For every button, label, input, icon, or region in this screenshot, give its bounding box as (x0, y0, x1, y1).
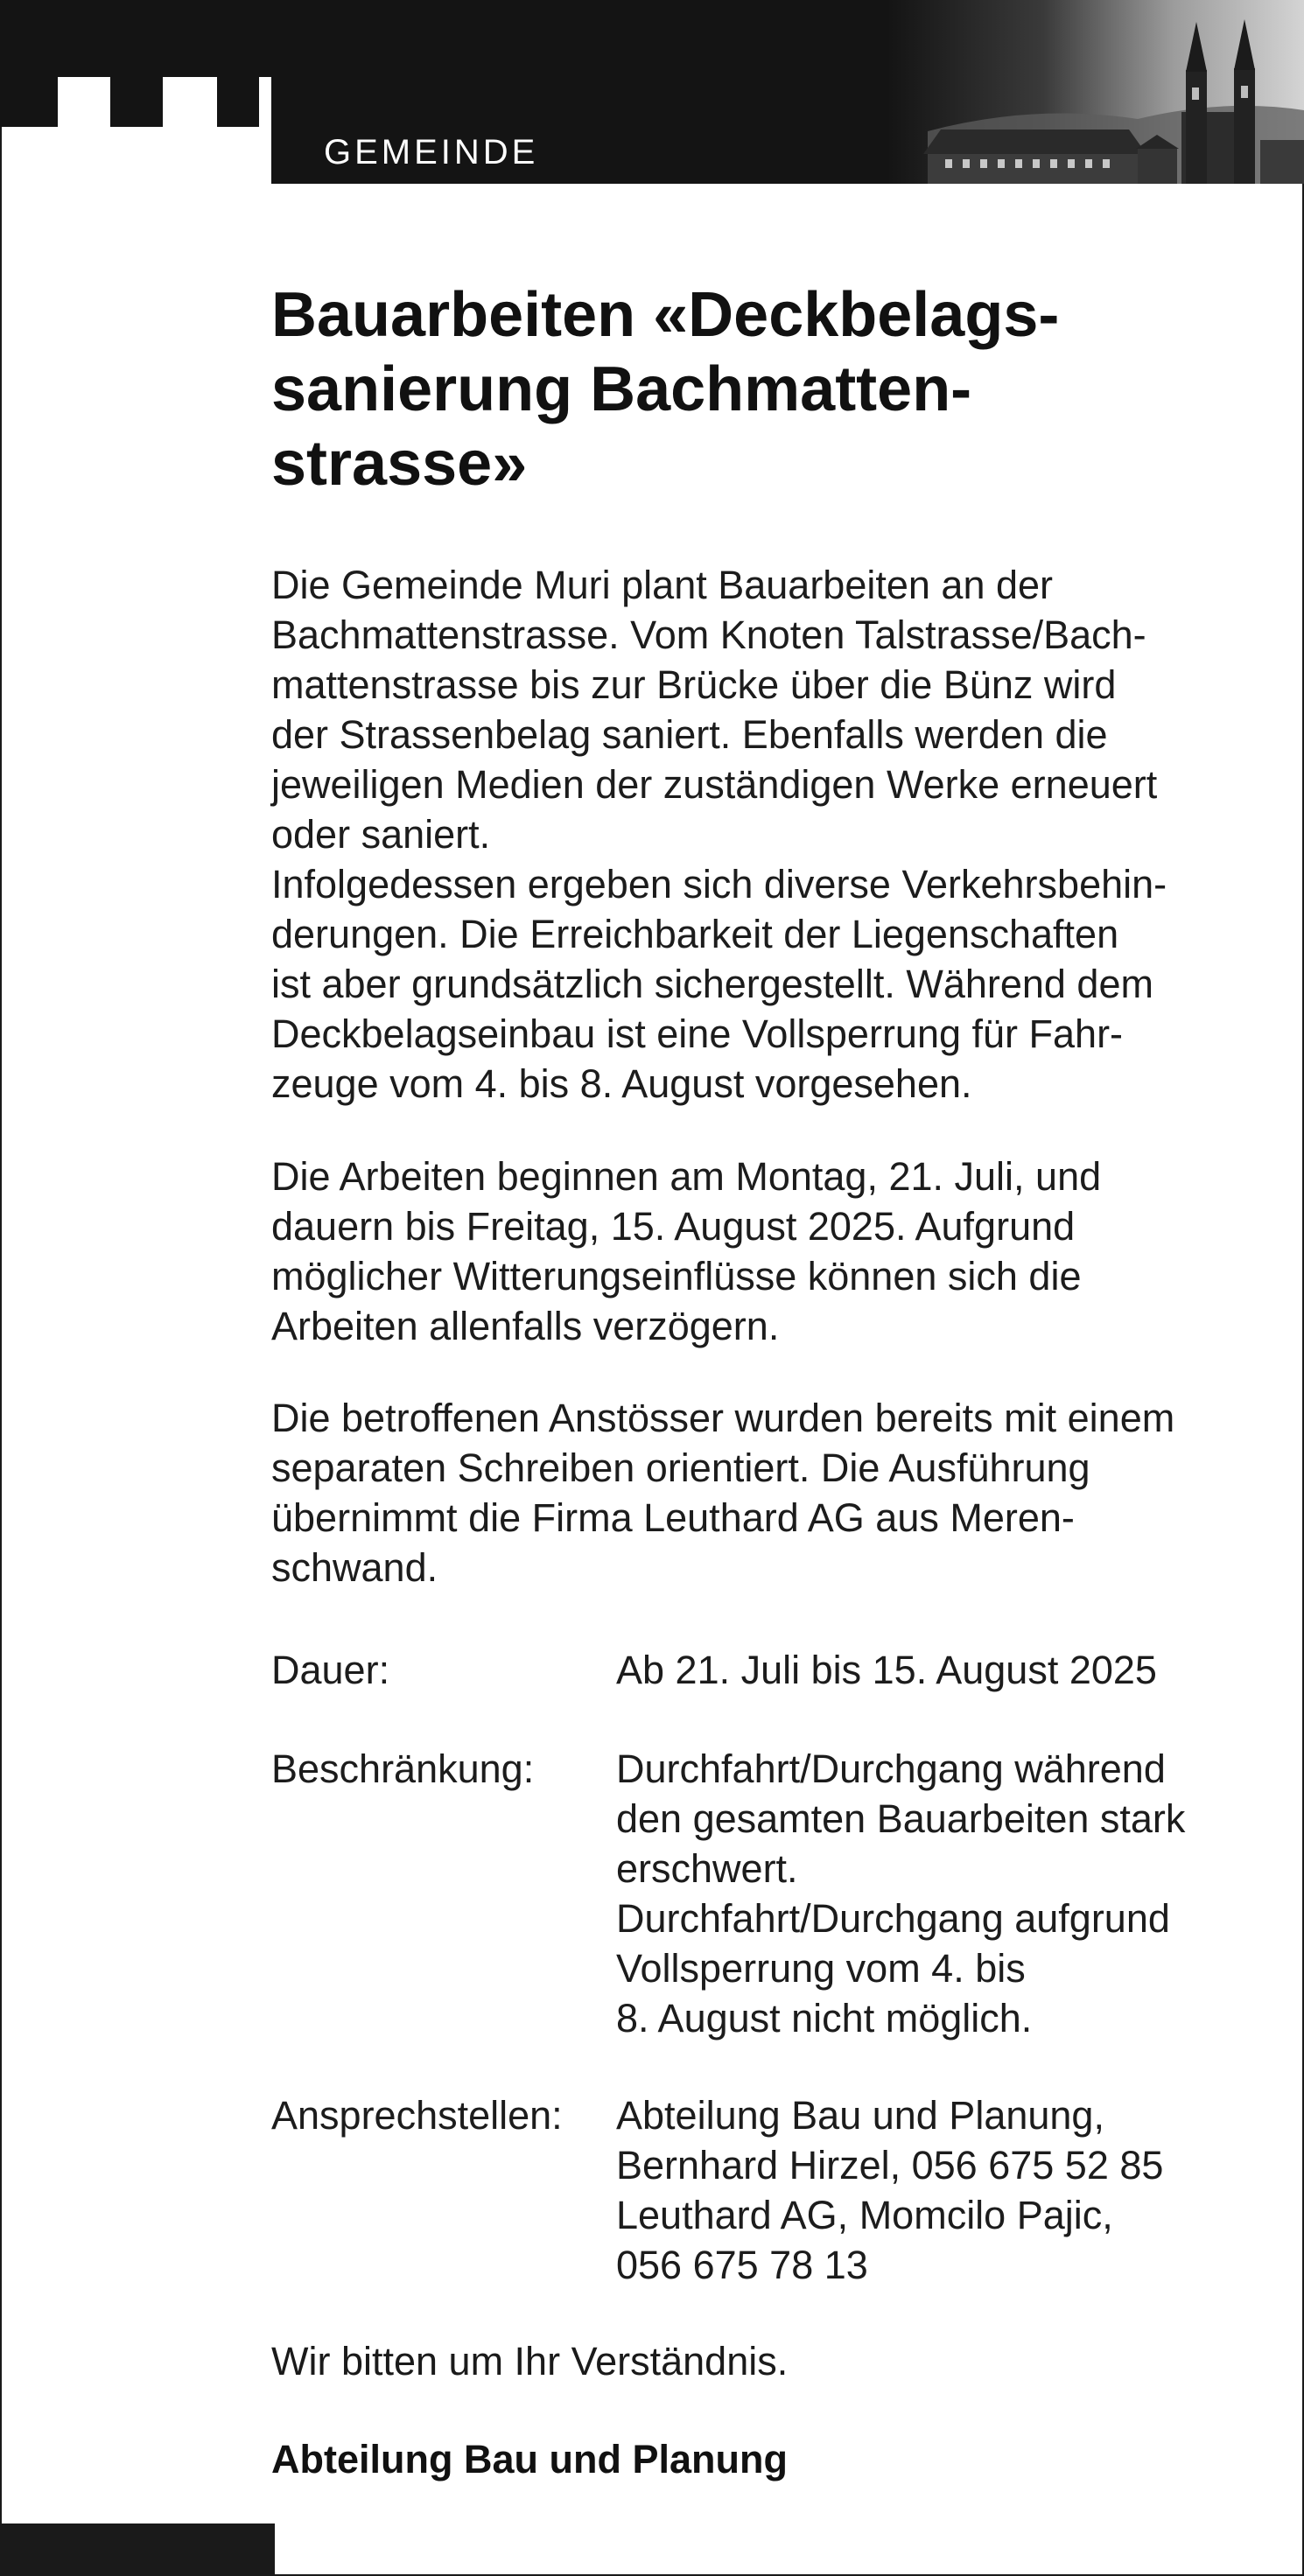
text-line: separaten Schreiben orientiert. Die Ausführung (271, 1446, 1090, 1490)
text-line: Infolgedessen ergeben sich diverse Verkehrsbehin- (271, 862, 1167, 906)
text-line: erschwert. (616, 1846, 798, 1891)
text-line: der Strassenbelag saniert. Ebenfalls werden die (271, 712, 1108, 757)
text-line: Die Arbeiten beginnen am Montag, 21. Juli, und (271, 1154, 1102, 1199)
text-line: Durchfahrt/Durchgang während (616, 1746, 1166, 1791)
text-line: derungen. Die Erreichbarkeit der Liegenschaften (271, 912, 1119, 956)
info-label: Dauer: (271, 1648, 390, 1692)
header-banner (0, 0, 1304, 184)
text-line: Vollsperrung vom 4. bis (616, 1946, 1026, 1991)
signature: Abteilung Bau und Planung (271, 2437, 788, 2482)
info-label: Beschränkung: (271, 1746, 535, 1791)
text-line: mattenstrasse bis zur Brücke über die Bünz wird (271, 662, 1117, 707)
text-line: ist aber grundsätzlich sichergestellt. Während dem (271, 962, 1153, 1006)
page-title (271, 278, 1269, 501)
text-line: zeuge vom 4. bis 8. August vorgesehen. (271, 1061, 972, 1106)
footer-bar (0, 2524, 275, 2576)
text-line: Durchfahrt/Durchgang aufgrund (616, 1896, 1170, 1941)
text-line: schwand. (271, 1545, 438, 1590)
paragraph-contractor (271, 1393, 1278, 1592)
brand-label: GEMEINDE (324, 133, 539, 172)
text-line: 056 675 78 13 (616, 2243, 868, 2287)
text-line: den gesamten Bauarbeiten stark (616, 1796, 1186, 1841)
title-line: Bauarbeiten «Deckbelags- (271, 280, 1060, 350)
text-line: möglicher Witterungseinflüsse können sich die (271, 1254, 1082, 1298)
title-line: strasse» (271, 429, 528, 499)
text-line: Arbeiten allenfalls verzögern. (271, 1304, 780, 1348)
text-line: oder saniert. (271, 812, 491, 857)
paragraph-schedule (271, 1152, 1278, 1351)
text-line: Ab 21. Juli bis 15. August 2025 (616, 1648, 1157, 1692)
text-line: Abteilung Bau und Planung, (616, 2093, 1104, 2138)
gemeinde-logo-banner (0, 0, 1304, 184)
text-line: Leuthard AG, Momcilo Pajic, (616, 2193, 1113, 2237)
text-line: jeweiligen Medien der zuständigen Werke erneuert (271, 762, 1158, 807)
text-line: Bernhard Hirzel, 056 675 52 85 (616, 2143, 1164, 2188)
info-value (616, 2090, 1163, 2290)
closing-line: Wir bitten um Ihr Verständnis. (271, 2339, 789, 2384)
text-line: Bachmattenstrasse. Vom Knoten Talstrasse/Bach- (271, 612, 1146, 657)
paragraph-intro (271, 560, 1278, 1109)
info-value (616, 1744, 1185, 2043)
title-line: sanierung Bachmatten- (271, 354, 972, 424)
text-line: übernimmt die Firma Leuthard AG aus Meren- (271, 1495, 1075, 1540)
text-line: 8. August nicht möglich. (616, 1996, 1033, 2040)
info-value (616, 1645, 1157, 1695)
text-line: Die Gemeinde Muri plant Bauarbeiten an der (271, 563, 1054, 607)
info-label: Ansprechstellen: (271, 2093, 563, 2138)
text-line: dauern bis Freitag, 15. August 2025. Aufgrund (271, 1204, 1076, 1249)
text-line: Die betroffenen Anstösser wurden bereits mit einem (271, 1396, 1175, 1440)
text-line: Deckbelagseinbau ist eine Vollsperrung für Fahr- (271, 1012, 1124, 1056)
